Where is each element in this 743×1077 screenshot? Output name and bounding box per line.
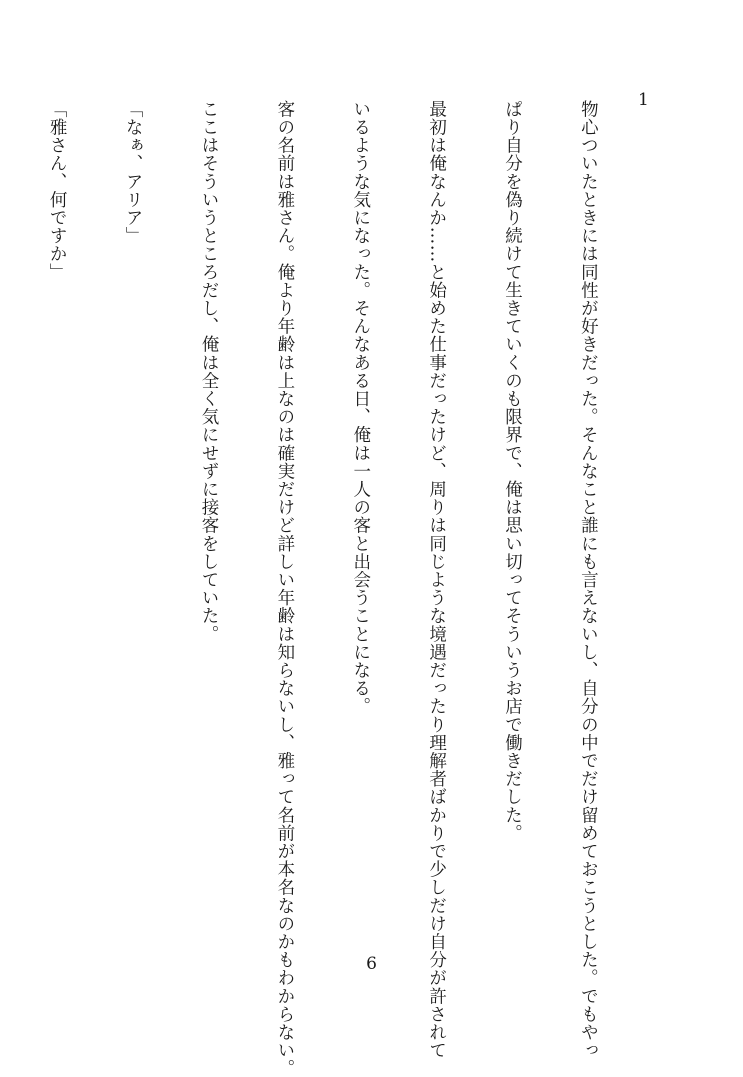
text-line: 物心ついたときには同性が好きだった。そんなこと誰にも言えないし、自分の中でだけ留めておこうとした。でもやっ (578, 100, 599, 1060)
page-number: 6 (366, 954, 377, 974)
text-line: 客の名前は雅さん。俺より年齢は上なのは確実だけど詳しい年齢は知らないし、雅って名前が本名なのかもわからない。 (274, 100, 295, 1077)
text-line: ぱり自分を偽り続けて生きていくのも限界で、俺は思い切ってそういうお店で働きだした。 (502, 100, 523, 843)
vertical-text-body (0, 100, 651, 1077)
dialogue-line: 「なぁ、アリア」 (123, 100, 144, 245)
text-line: ここはそういうところだし、俺は全く気にせずに接客をしていた。 (198, 100, 219, 643)
dialogue-line: 「雅さん、何ですか」 (47, 100, 68, 281)
chapter-number: 1 (638, 90, 649, 110)
text-line: 最初は俺なんか……と始めた仕事だったけど、周りは同じような境遇だったり理解者ばかりで少しだけ自分が許されて (426, 100, 447, 1060)
text-line: いるような気になった。そんなある日、俺は一人の客と出会うことになる。 (350, 100, 371, 716)
